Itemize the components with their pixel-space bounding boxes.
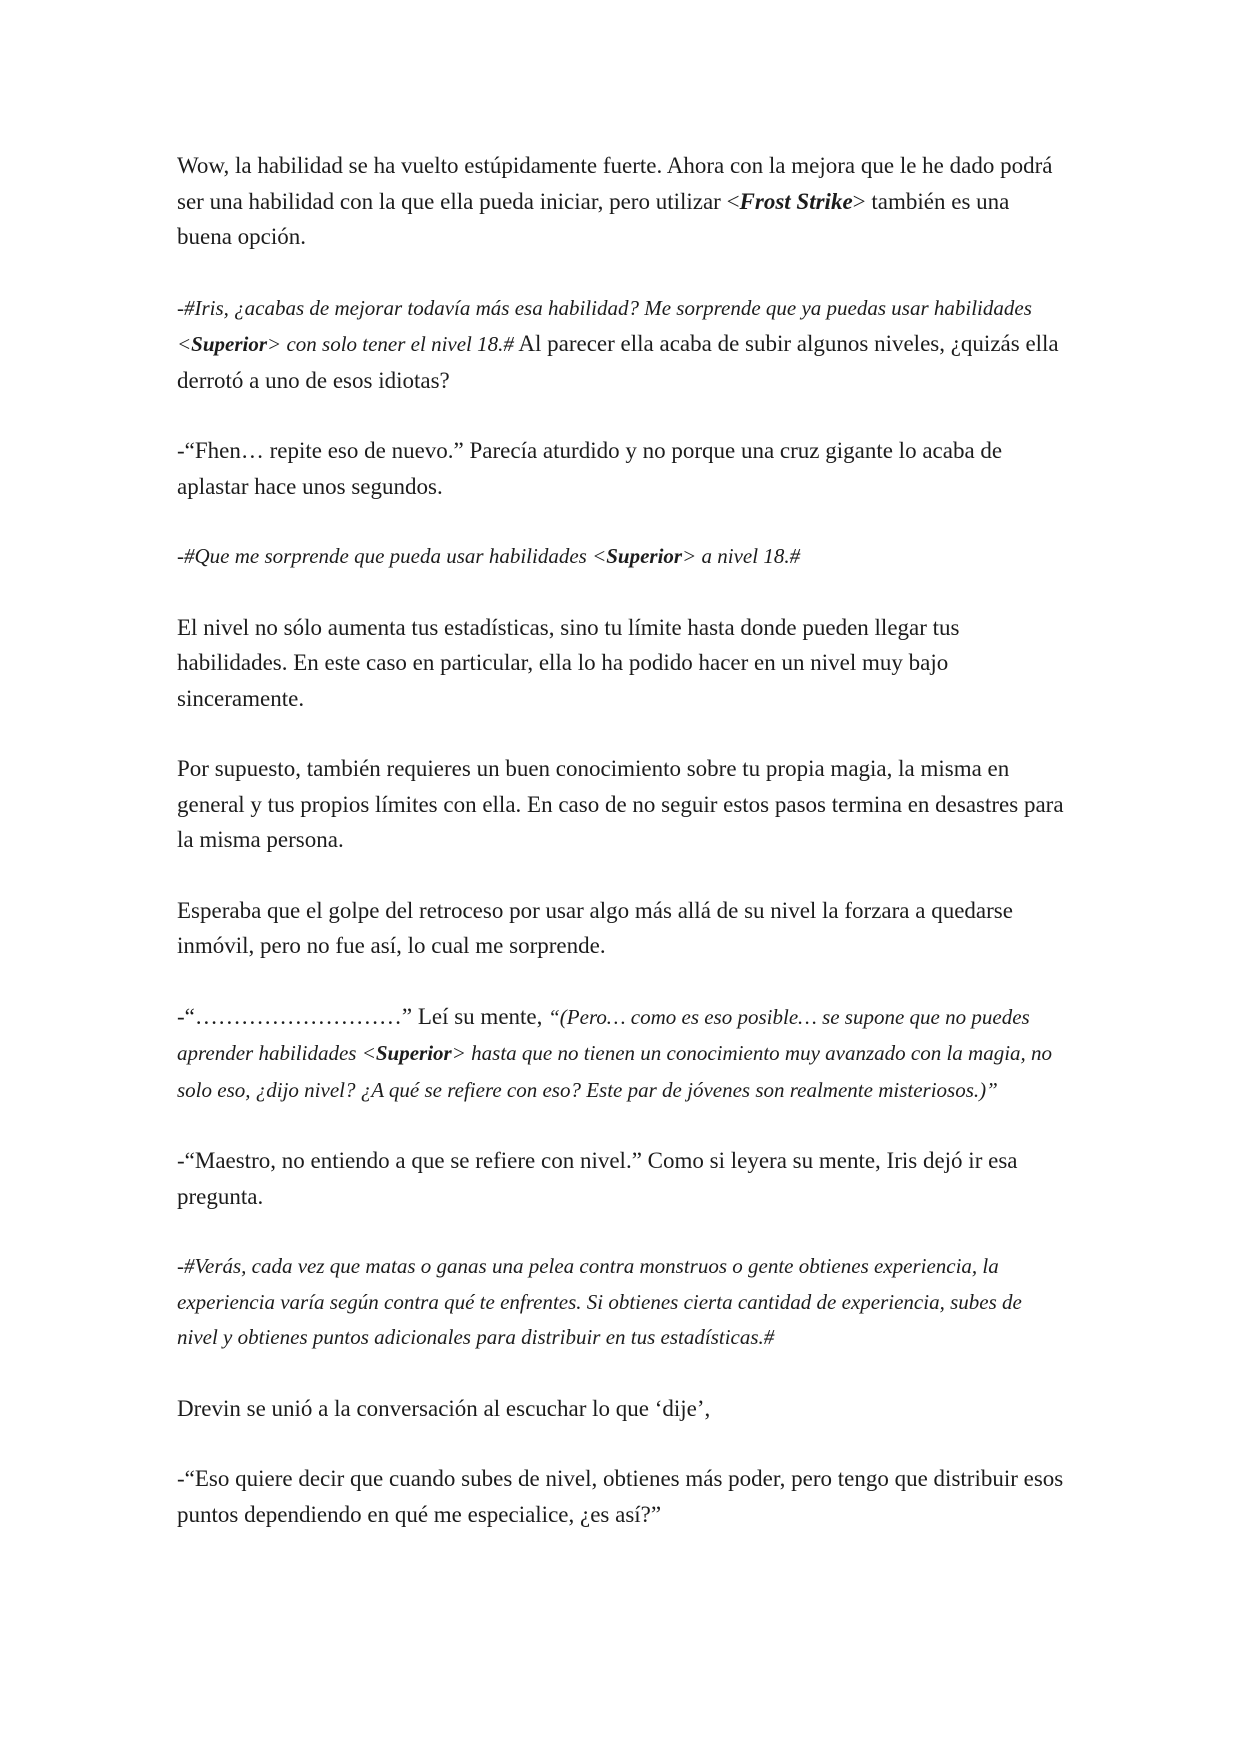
paragraph-8 xyxy=(177,999,1067,1109)
paragraph-6: Por supuesto, también requieres un buen conocimiento sobre tu propia magia, la misma en general y tus propios límites con ella. En caso de no seguir estos pasos termina en desastres para la misma persona. xyxy=(177,756,1064,852)
document-page xyxy=(177,148,1067,1567)
paragraph-text: > hasta que no tienen un conocimiento muy avanzado con la magia, no solo eso, ¿dijo nivel? ¿A qué se refiere con eso? Este par de jóvenes son realmente misteriosos.)” xyxy=(177,1041,1053,1102)
paragraph-9: -“Maestro, no entiendo a que se refiere con nivel.” Como si leyera su mente, Iris dejó ir esa pregunta. xyxy=(177,1148,1018,1209)
paragraph-text: -#Que me sorprende que pueda usar habilidades < xyxy=(177,544,607,568)
paragraph-4 xyxy=(177,539,1067,575)
paragraph-11: Drevin se unió a la conversación al escuchar lo que ‘dije’, xyxy=(177,1395,711,1421)
skill-name-frost-strike: Frost Strike xyxy=(739,188,853,214)
paragraph-7: Esperaba que el golpe del retroceso por usar algo más allá de su nivel la forzara a quedarse inmóvil, pero no fue así, lo cual me sorprende. xyxy=(177,897,1013,958)
paragraph-text: -“………………………” Leí su mente, xyxy=(177,1003,549,1029)
paragraph-3: -“Fhen… repite eso de nuevo.” Parecía aturdido y no porque una cruz gigante lo acaba de aplastar hace unos segundos. xyxy=(177,438,1003,499)
paragraph-text: > también es una buena opción. xyxy=(177,188,1010,249)
skill-rank-superior: Superior xyxy=(606,544,683,568)
paragraph-text: “(Pero… como es eso posible… se supone que no puedes aprender habilidades < xyxy=(177,1004,1030,1065)
paragraph-text: -#Iris, ¿acabas de mejorar todavía más esa habilidad? Me sorprende que ya puedas usar habilidades < xyxy=(177,295,1032,356)
paragraph-text: Wow, la habilidad se ha vuelto estúpidamente fuerte. Ahora con la mejora que le he dado podrá ser una habilidad con la que ella pueda iniciar, pero utilizar < xyxy=(177,153,1053,214)
paragraph-12: -“Eso quiere decir que cuando subes de nivel, obtienes más poder, pero tengo que distribuir esos puntos dependiendo en qué me especialice, ¿es así?” xyxy=(177,1466,1064,1527)
skill-rank-superior: Superior xyxy=(375,1041,452,1065)
paragraph-text: > a nivel 18.# xyxy=(682,544,801,568)
paragraph-text: Al parecer ella acaba de subir algunos niveles, ¿quizás ella derrotó a uno de esos idiotas? xyxy=(177,331,1059,393)
paragraph-5: El nivel no sólo aumenta tus estadísticas, sino tu límite hasta donde pueden llegar tus habilidades. En este caso en particular, ella lo ha podido hacer en un nivel muy bajo sinceramente. xyxy=(177,614,960,711)
paragraph-10: -#Verás, cada vez que matas o ganas una pelea contra monstruos o gente obtienes experiencia, la experiencia varía según contra qué te enfrentes. Si obtienes cierta cantidad de experiencia, subes de nivel y obtienes puntos adicionales para distribuir en tus estadísticas.# xyxy=(177,1254,1022,1349)
paragraph-1 xyxy=(177,148,1067,255)
paragraph-2 xyxy=(177,290,1067,399)
skill-rank-superior: Superior xyxy=(191,332,268,356)
paragraph-text: > con solo tener el nivel 18.# xyxy=(267,332,514,356)
